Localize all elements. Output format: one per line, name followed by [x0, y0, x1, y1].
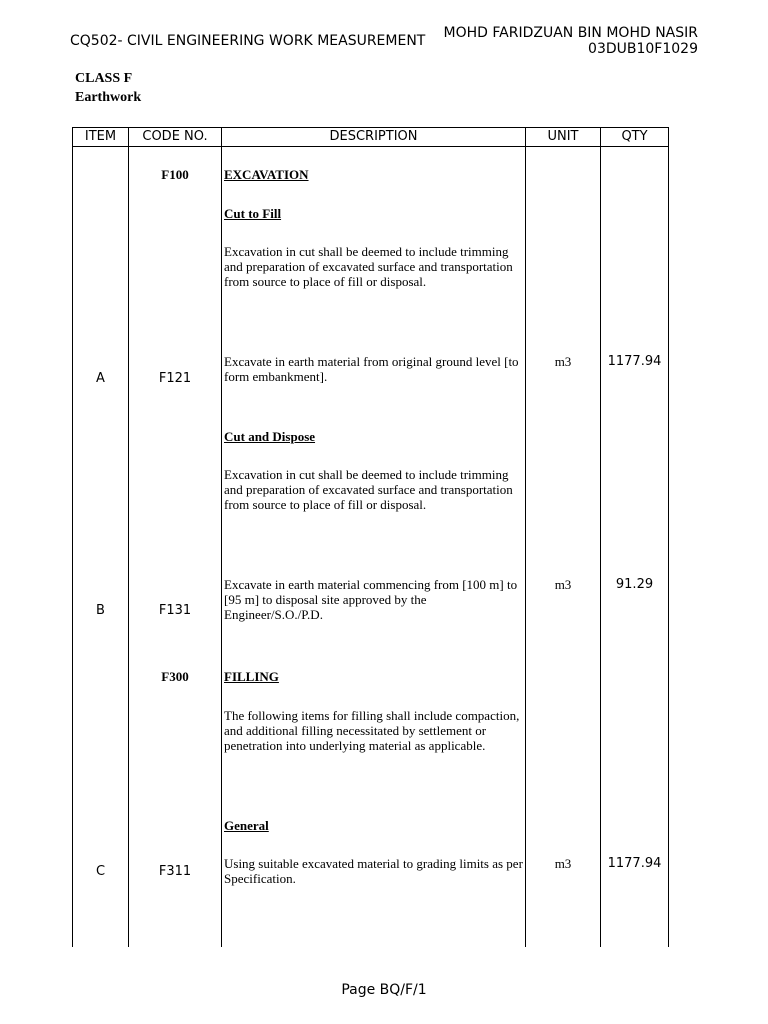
- item-a-unit: m3: [554, 354, 572, 369]
- column-header-unit: UNIT: [547, 129, 579, 144]
- code-f100: F100: [161, 167, 189, 182]
- item-a-label: A: [96, 371, 105, 386]
- code-f300: F300: [161, 669, 189, 684]
- student-id: 03DUB10F1029: [588, 41, 698, 57]
- column-header-code: CODE NO.: [142, 129, 208, 144]
- section-heading-filling: FILLING: [224, 669, 279, 684]
- subheading-general: General: [224, 818, 269, 833]
- column-header-description: DESCRIPTION: [329, 129, 418, 144]
- section-heading-excavation: EXCAVATION: [224, 167, 309, 182]
- item-b-label: B: [96, 603, 105, 618]
- note-cut-and-dispose: Excavation in cut shall be deemed to include trimming and preparation of excavated surface and transportation from source to place of fill or disposal.: [224, 467, 513, 512]
- item-b-description: Excavate in earth material commencing from [100 m] to [95 m] to disposal site approved by the Engineer/S.O./P.D.: [224, 577, 518, 622]
- item-c-label: C: [95, 864, 106, 879]
- student-info: [444, 25, 698, 57]
- item-b-code: F131: [158, 603, 192, 618]
- bill-of-quantities-table: [72, 127, 669, 947]
- item-a-description: Excavate in earth material from original ground level [to form embankment].: [224, 354, 519, 384]
- subheading-cut-and-dispose: Cut and Dispose: [224, 429, 316, 444]
- item-a-code: F121: [158, 371, 192, 386]
- course-title: CQ502- CIVIL ENGINEERING WORK MEASUREMENT: [70, 33, 426, 49]
- column-divider: [128, 127, 129, 947]
- item-b-unit: m3: [554, 577, 572, 592]
- item-a-qty: 1177.94: [607, 354, 662, 369]
- item-c-unit: m3: [554, 856, 572, 871]
- column-divider: [525, 127, 526, 947]
- header-divider: [72, 146, 669, 147]
- class-subtitle: Earthwork: [75, 90, 142, 105]
- item-c-qty: 1177.94: [607, 856, 662, 871]
- column-header-item: ITEM: [84, 129, 117, 144]
- column-header-qty: QTY: [621, 129, 648, 144]
- student-name: MOHD FARIDZUAN BIN MOHD NASIR: [443, 25, 698, 41]
- item-c-code: F311: [158, 864, 192, 879]
- table-border-left: [72, 127, 73, 947]
- column-divider: [221, 127, 222, 947]
- column-divider: [600, 127, 601, 947]
- item-b-qty: 91.29: [615, 577, 654, 592]
- subheading-cut-to-fill: Cut to Fill: [224, 206, 282, 221]
- table-border-right: [668, 127, 669, 947]
- page-number: Page BQ/F/1: [341, 982, 427, 998]
- item-c-description: Using suitable excavated material to grading limits as per Specification.: [224, 856, 523, 886]
- note-cut-to-fill: Excavation in cut shall be deemed to include trimming and preparation of excavated surface and transportation from source to place of fill or disposal.: [224, 244, 513, 289]
- class-title: CLASS F: [75, 71, 133, 86]
- note-filling: The following items for filling shall include compaction, and additional filling necessitated by settlement or penetration into underlying material as applicable.: [224, 708, 520, 753]
